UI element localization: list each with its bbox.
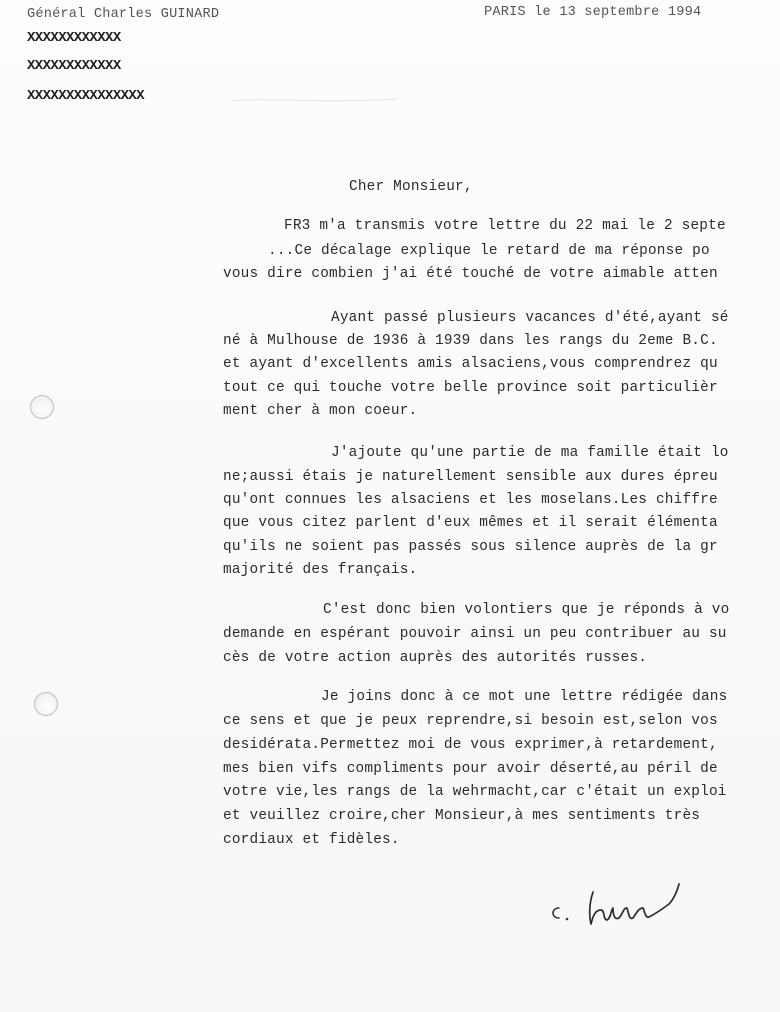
paragraph-5-line-4: mes bien vifs compliments pour avoir déserté,au péril de (223, 761, 718, 777)
paragraph-2-line-4: tout ce qui touche votre belle province soit particulièr (223, 380, 718, 396)
punch-hole-top (30, 395, 54, 419)
paragraph-5-line-2: ce sens et que je peux reprendre,si besoin est,selon vos (223, 713, 718, 729)
redacted-address-line-1: XXXXXXXXXXXX (27, 30, 121, 46)
ink-bleed-mark (230, 95, 400, 105)
paragraph-1-line-2: ...Ce décalage explique le retard de ma réponse po (268, 243, 710, 259)
paragraph-2-line-1: Ayant passé plusieurs vacances d'été,ayant sé (331, 310, 729, 326)
paragraph-3-line-6: majorité des français. (223, 562, 418, 578)
paragraph-4-line-3: cès de votre action auprès des autorités russes. (223, 650, 648, 666)
paragraph-2-line-5: ment cher à mon coeur. (223, 403, 418, 419)
paragraph-1-line-3: vous dire combien j'ai été touché de votre aimable atten (223, 266, 718, 282)
handwritten-signature (545, 870, 705, 930)
paragraph-3-line-2: ne;aussi étais je naturellement sensible aux dures épreu (223, 469, 718, 485)
punch-hole-bottom (34, 692, 58, 716)
paragraph-3-line-1: J'ajoute qu'une partie de ma famille était lo (331, 445, 729, 461)
paragraph-2-line-3: et ayant d'excellents amis alsaciens,vous comprendrez qu (223, 356, 718, 372)
paragraph-5-line-7: cordiaux et fidèles. (223, 832, 400, 848)
paragraph-3-line-4: que vous citez parlent d'eux mêmes et il serait élémenta (223, 515, 718, 531)
paragraph-3-line-5: qu'ils ne soient pas passés sous silence auprès de la gr (223, 539, 718, 555)
salutation: Cher Monsieur, (349, 179, 473, 195)
paragraph-3-line-3: qu'ont connues les alsaciens et les moselans.Les chiffre (223, 492, 718, 508)
paragraph-4-line-2: demande en espérant pouvoir ainsi un peu contribuer au su (223, 626, 727, 642)
paragraph-1-line-1: FR3 m'a transmis votre lettre du 22 mai le 2 septe (284, 218, 726, 234)
paragraph-4-line-1: C'est donc bien volontiers que je réponds à vo (323, 602, 730, 618)
redacted-address-line-3: XXXXXXXXXXXXXXX (27, 88, 145, 104)
paragraph-5-line-1: Je joins donc à ce mot une lettre rédigée dans (321, 689, 728, 705)
paragraph-5-line-3: desidérata.Permettez moi de vous exprimer,à retardement, (223, 737, 718, 753)
paragraph-2-line-2: né à Mulhouse de 1936 à 1939 dans les rangs du 2eme B.C. (223, 333, 718, 349)
place-and-date: PARIS le 13 septembre 1994 (484, 5, 702, 20)
paragraph-5-line-6: et veuillez croire,cher Monsieur,à mes sentiments très (223, 808, 701, 824)
paragraph-5-line-5: votre vie,les rangs de la wehrmacht,car c'était un exploi (223, 784, 727, 800)
sender-name: Général Charles GUINARD (27, 7, 220, 22)
redacted-address-line-2: XXXXXXXXXXXX (27, 58, 121, 74)
